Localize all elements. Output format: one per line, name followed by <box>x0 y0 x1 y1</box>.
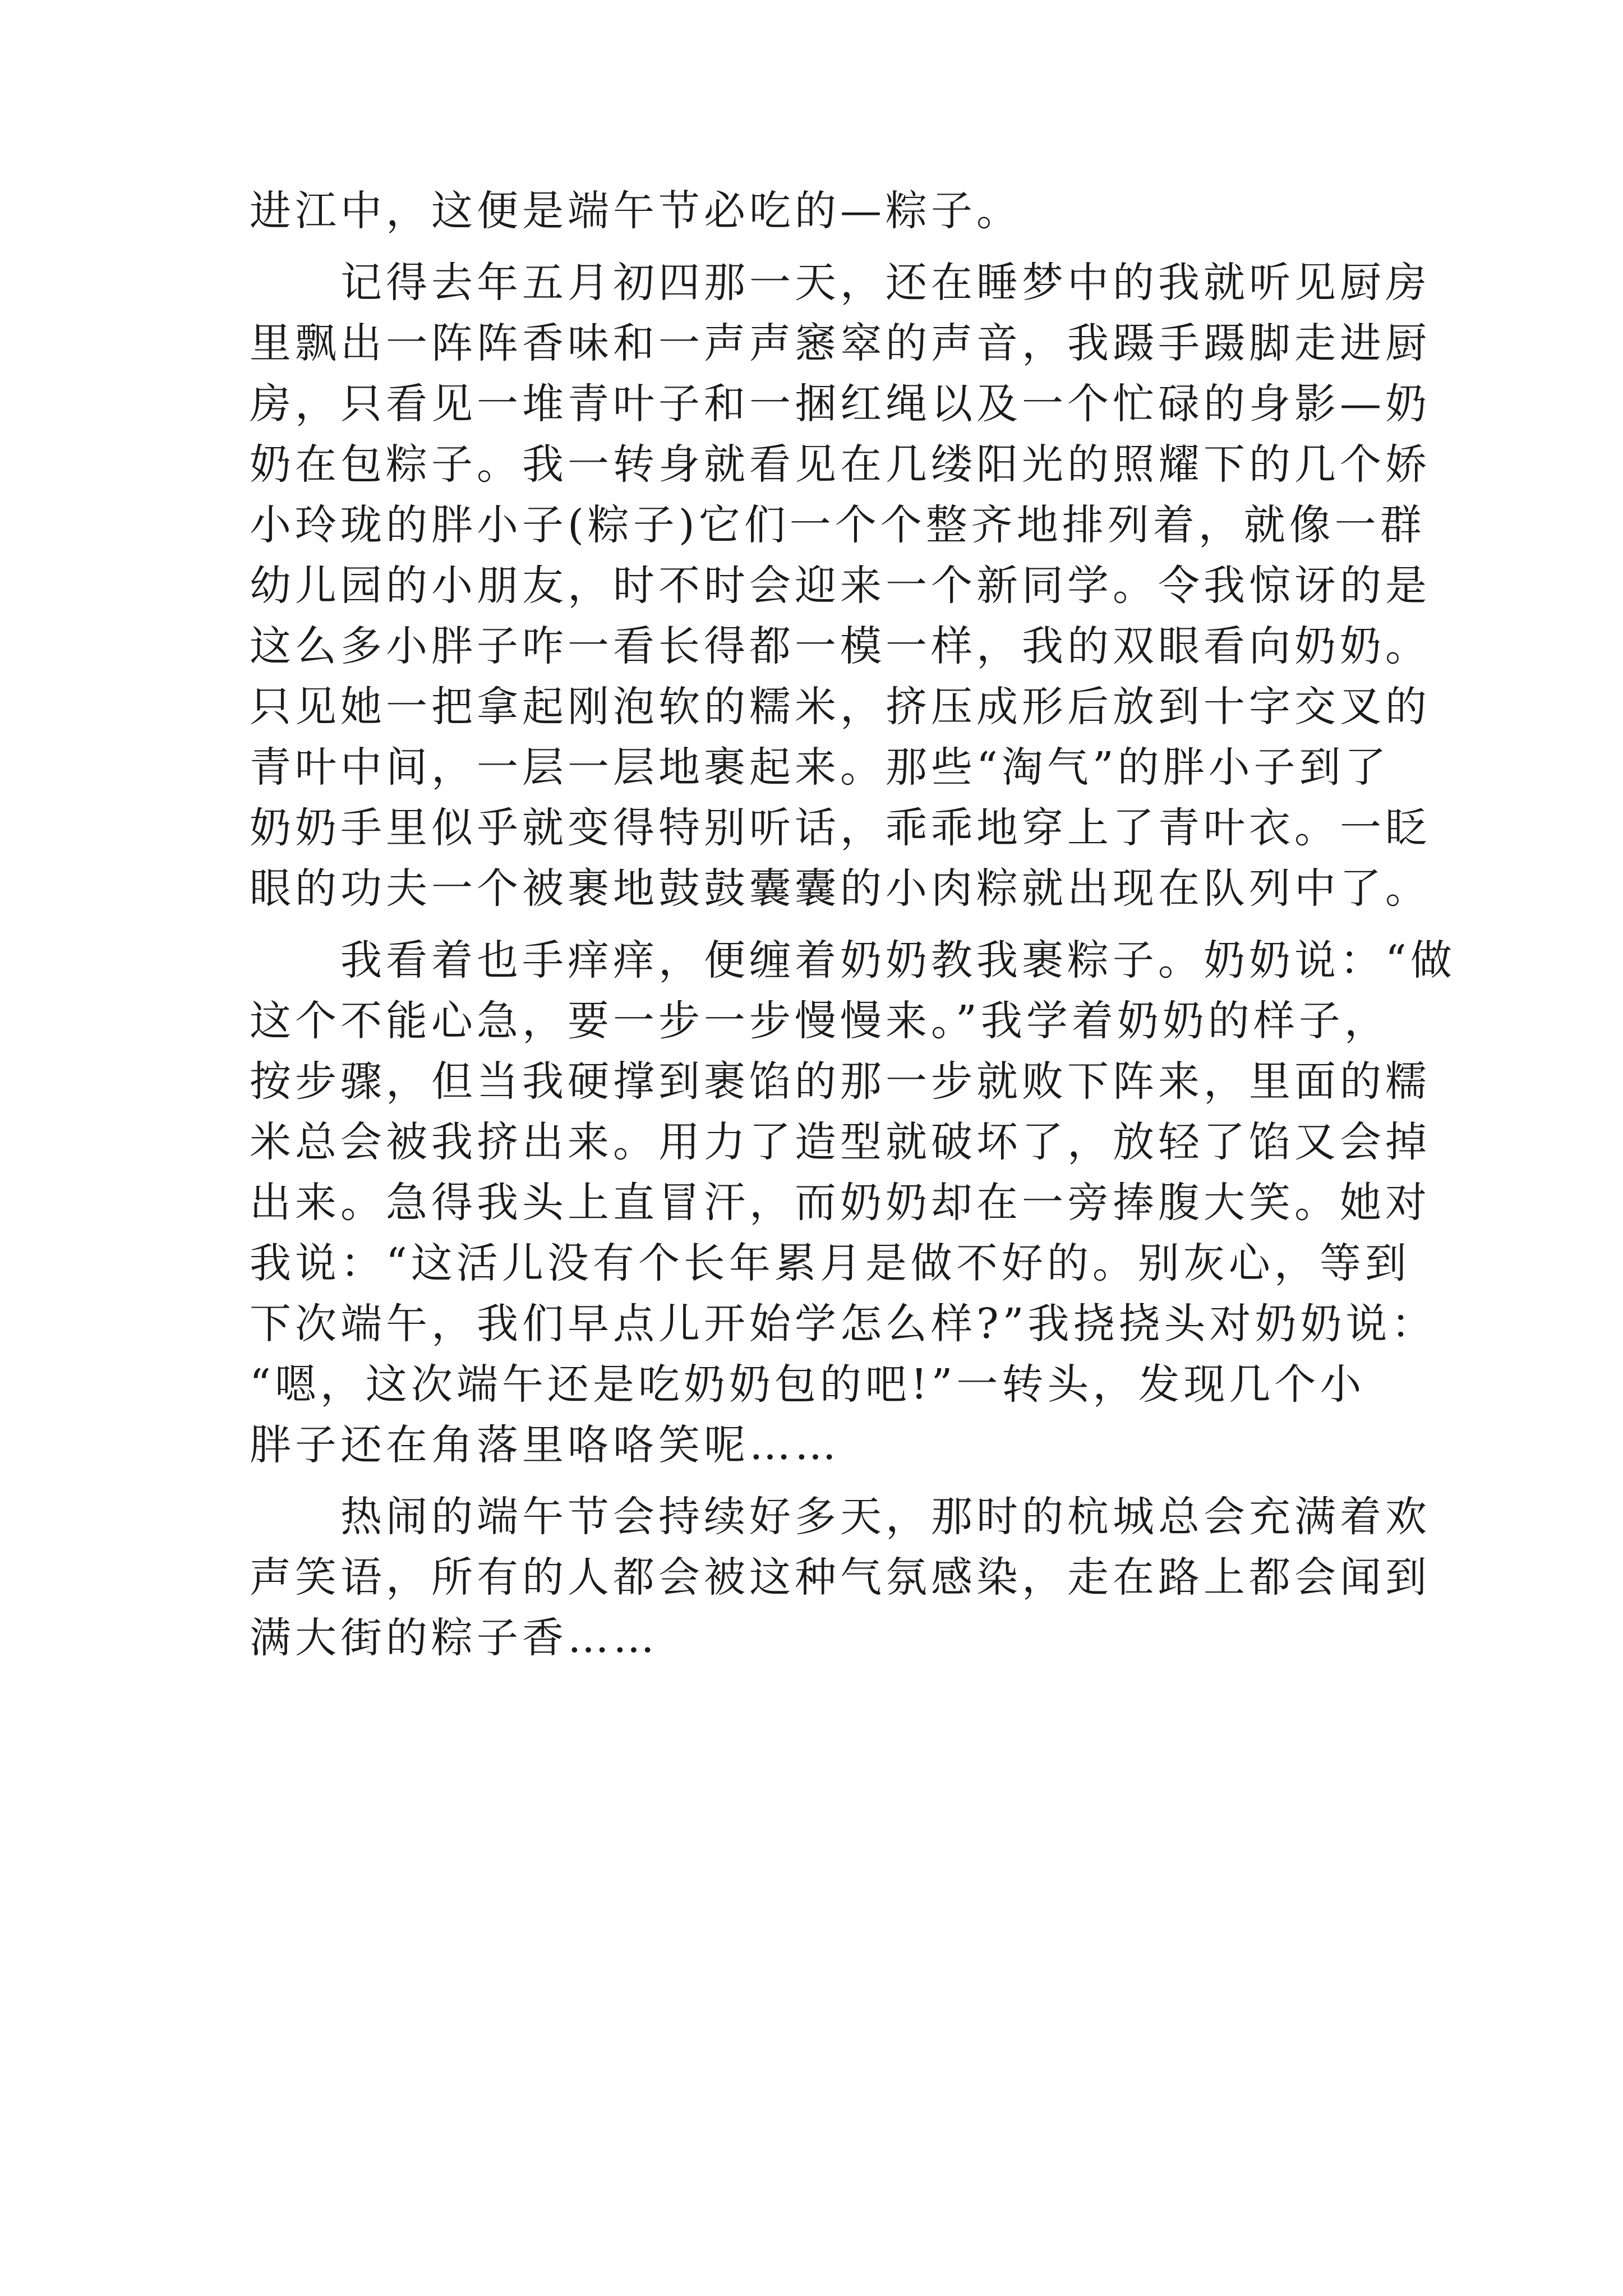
text-line: 幼儿园的小朋友，时不时会迎来一个新同学。令我惊讶的是 <box>250 562 1431 610</box>
text-line: 胖子还在角落里咯咯笑呢…… <box>250 1421 840 1469</box>
text-line: 房，只看见一堆青叶子和一捆红绳以及一个忙碌的身影—奶 <box>250 380 1431 428</box>
text-line: 青叶中间，一层一层地裹起来。那些“淘气”的胖小子到了 <box>250 743 1390 792</box>
text-line: 眼的功夫一个被裹地鼓鼓囊囊的小肉粽就出现在队列中了。 <box>250 864 1431 913</box>
paragraph-3 <box>250 930 1456 1475</box>
paragraph-4 <box>250 1487 1431 1668</box>
text-line: 奶奶手里似乎就变得特别听话，乖乖地穿上了青叶衣。一眨 <box>250 804 1431 852</box>
text-line: 米总会被我挤出来。用力了造型就破坏了，放轻了馅又会掉 <box>250 1118 1431 1166</box>
text-line: 满大街的粽子香…… <box>250 1614 658 1662</box>
text-line: 热闹的端午节会持续好多天，那时的杭城总会充满着欢 <box>250 1493 1431 1541</box>
text-line: 下次端午，我们早点儿开始学怎么样?”我挠挠头对奶奶说： <box>250 1300 1437 1348</box>
article-body <box>250 181 1456 1668</box>
text-line: 这么多小胖子咋一看长得都一模一样，我的双眼看向奶奶。 <box>250 622 1431 670</box>
text-line: 里飘出一阵阵香味和一声声窸窣的声音，我蹑手蹑脚走进厨 <box>250 319 1431 367</box>
text-line: 按步骤，但当我硬撑到裹馅的那一步就败下阵来，里面的糯 <box>250 1057 1431 1106</box>
text-line: 声笑语，所有的人都会被这种气氛感染，走在路上都会闻到 <box>250 1553 1431 1602</box>
text-line: 奶在包粽子。我一转身就看见在几缕阳光的照耀下的几个娇 <box>250 440 1431 489</box>
text-line: 记得去年五月初四那一天，还在睡梦中的我就听见厨房 <box>250 259 1431 307</box>
paragraph-2 <box>250 252 1431 919</box>
text-line: 我看着也手痒痒，便缠着奶奶教我裹粽子。奶奶说：“做 <box>250 936 1456 984</box>
text-line: 小玲珑的胖小子(粽子)它们一个个整齐地排列着，就像一群 <box>250 501 1426 549</box>
text-line: 这个不能心急，要一步一步慢慢来。”我学着奶奶的样子， <box>250 997 1390 1045</box>
paragraph-1 <box>250 181 1427 241</box>
text-line: 出来。急得我头上直冒汗，而奶奶却在一旁捧腹大笑。她对 <box>250 1179 1431 1227</box>
text-line: 只见她一把拿起刚泡软的糯米，挤压成形后放到十字交叉的 <box>250 683 1431 731</box>
text-line: 进江中，这便是端午节必吃的—粽子。 <box>250 187 1022 235</box>
text-line: “嗯，这次端午还是吃奶奶包的吧!”一转头，发现几个小 <box>250 1360 1366 1409</box>
text-line: 我说：“这活儿没有个长年累月是做不好的。别灰心，等到 <box>250 1239 1410 1287</box>
